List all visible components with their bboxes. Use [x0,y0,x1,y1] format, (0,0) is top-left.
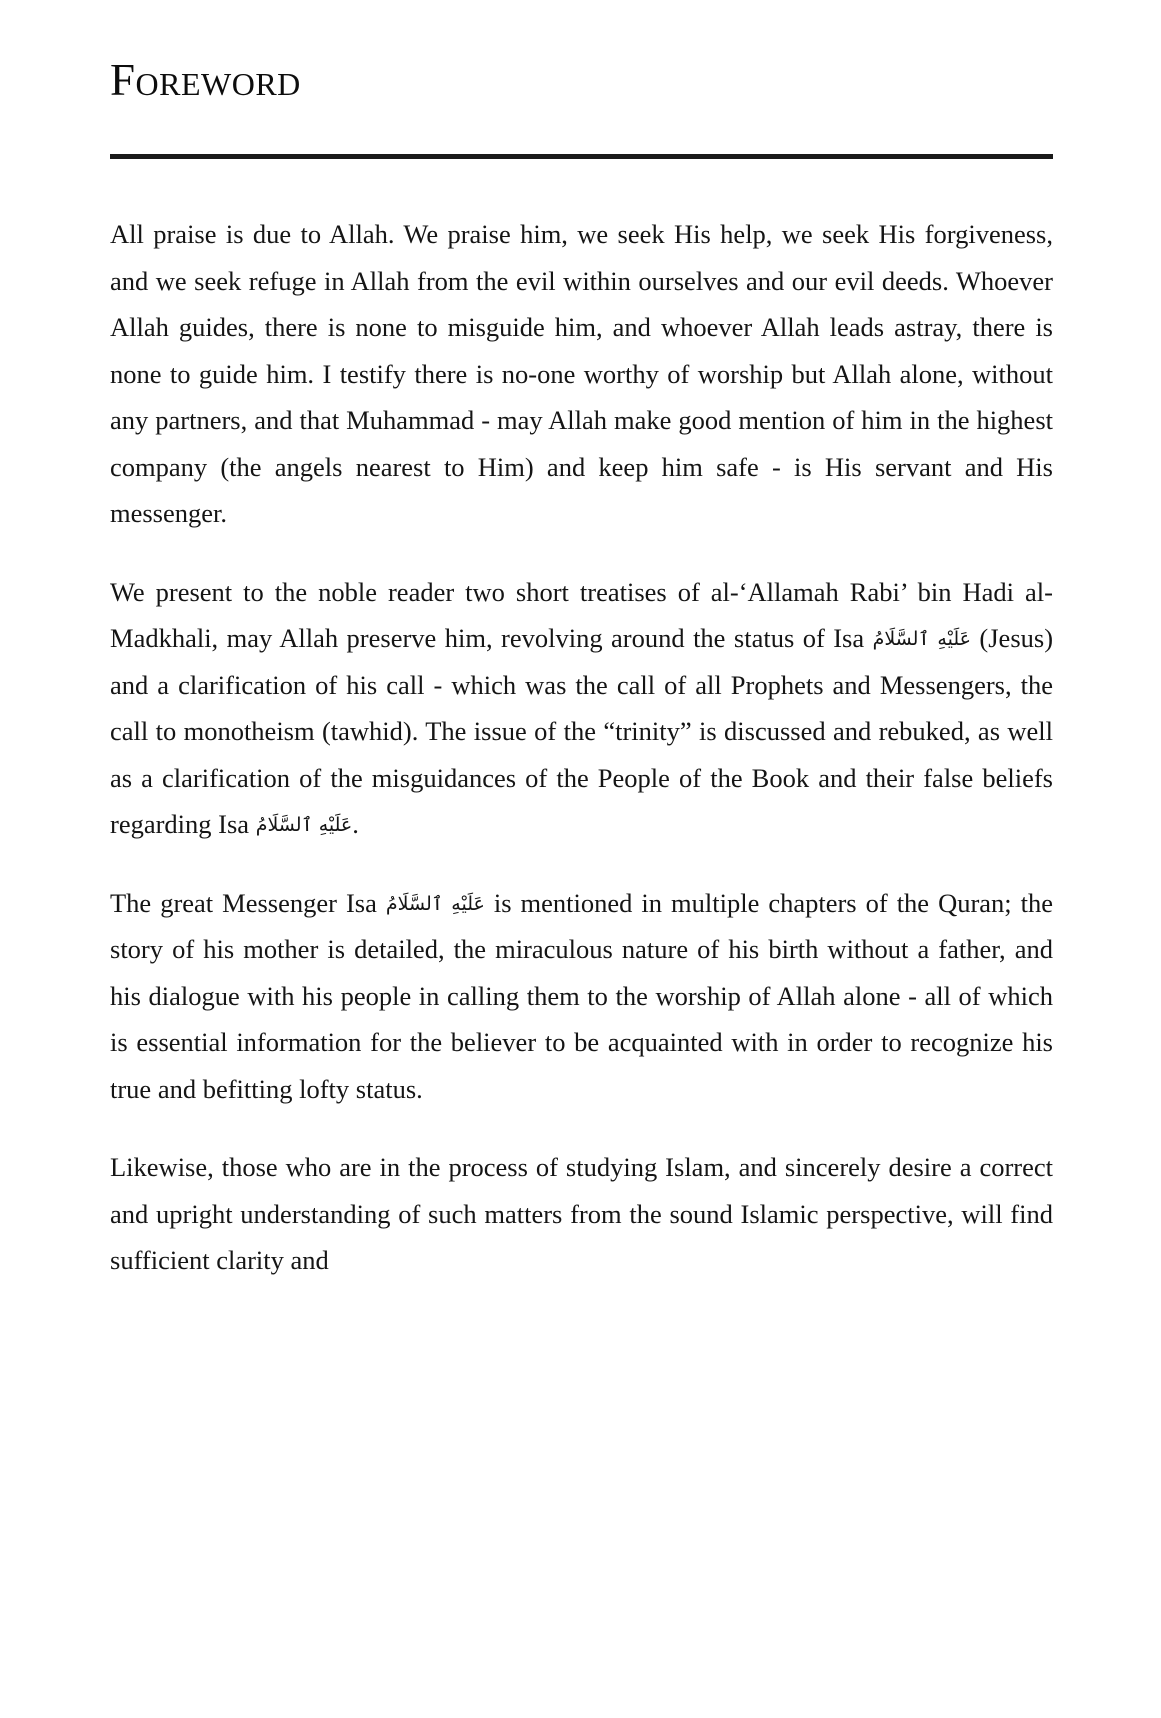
honorific-arabic: عَلَيْهِ ٱلسَّلَامُ [255,814,353,836]
paragraph-2-part-2: (Jesus) and a clarification of his call - which was the call of all Prophets and Messengers, the call to monotheism (tawhid). The issue of the “trinity” is discussed and rebuked, as well as a clarification of the misguidances of the People of the Book and their false beliefs regarding Isa [110,623,1054,839]
body-text [110,211,1053,1284]
paragraph-3-part-2: is mentioned in multiple chapters of the Quran; the story of his mother is detailed, the miraculous nature of his birth without a father, and his dialogue with his people in calling them to the worship of Allah alone - all of which is essential information for the believer to be acquainted with in order to recognize his true and befitting lofty status. [110,887,1054,1104]
paragraph-4: Likewise, those who are in the process of studying Islam, and sincerely desire a correct and upright understanding of such matters from the sound Islamic perspective, will find sufficient clarity and [110,1152,1053,1275]
paragraph-3 [110,880,1053,1113]
paragraph-2-part-3: . [352,809,359,839]
paragraph-1: All praise is due to Allah. We praise him, we seek His help, we seek His forgiveness, and we seek refuge in Allah from the evil within ourselves and our evil deeds. Whoever Allah guides, there is none to misguide him, and whoever Allah leads astray, there is none to guide him. I testify there is no-one worthy of worship but Allah alone, without any partners, and that Muhammad - may Allah make good mention of him in the highest company (the angels nearest to Him) and keep him safe - is His servant and His messenger. [110,219,1053,528]
honorific-arabic: عَلَيْهِ ٱلسَّلَامُ [385,892,485,915]
title-divider [110,154,1053,159]
paragraph-2 [110,569,1053,848]
honorific-arabic: عَلَيْهِ ٱلسَّلَامُ [872,628,971,650]
page-title: Foreword [110,55,301,105]
paragraph-2-part-1: We present to the noble reader two short treatises of al-‘Allamah Rabi’ bin Hadi al-Madkhali, may Allah preserve him, revolving around the status of Isa [110,576,1053,653]
paragraph-3-part-1: The great Messenger Isa [110,887,377,918]
